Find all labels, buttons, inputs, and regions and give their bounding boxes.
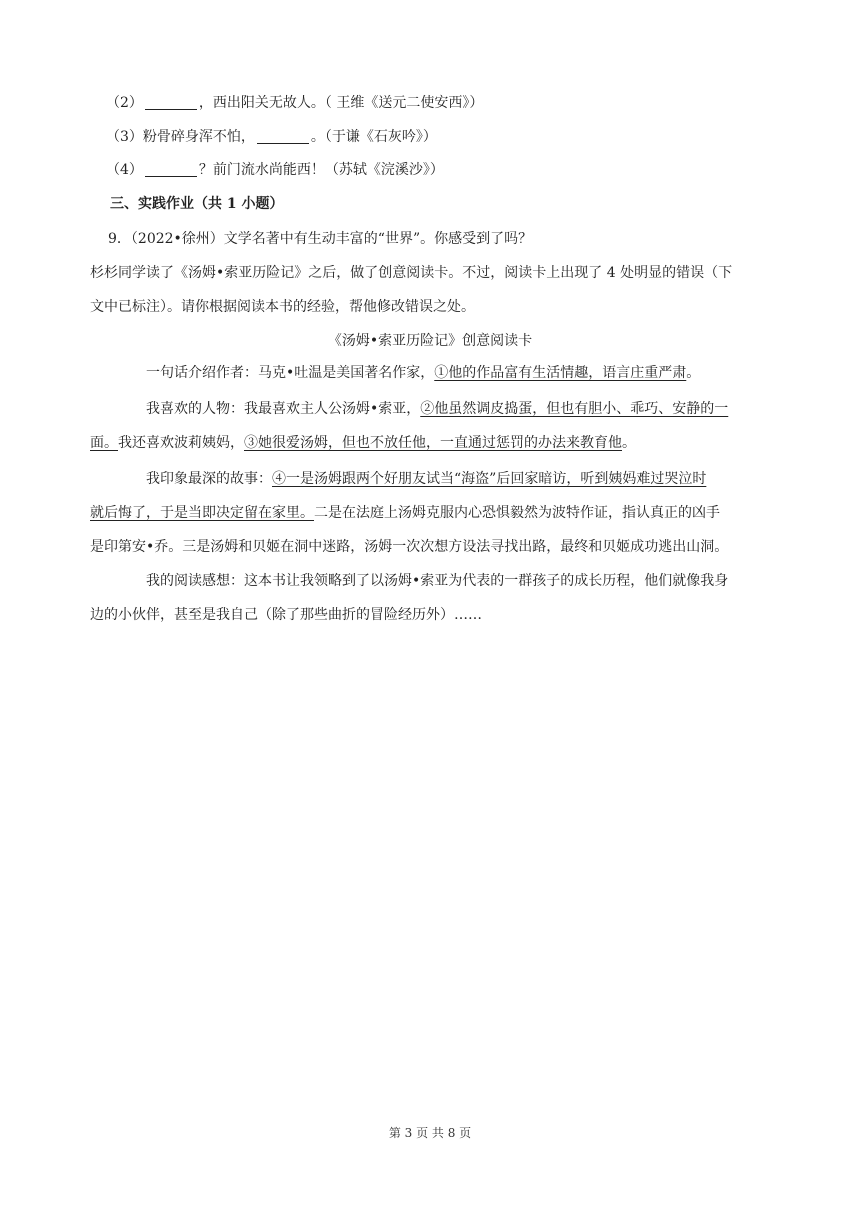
card-story-line: 就后悔了，于是当即决定留在家里。二是在法庭上汤姆克服内心恐惧毅然为波特作证，指认真正的凶手 <box>90 505 720 521</box>
error-mark-4: ④一是汤姆跟两个好朋友试当“海盗”后回家暗访，听到姨妈难过哭泣时 <box>272 471 707 487</box>
card-character-line: 面。我还喜欢波莉姨妈，③她很爱汤姆，但也不放任他，一直通过惩罚的办法来教育他。 <box>90 435 636 451</box>
card-feeling-line: 边的小伙伴，甚至是我自己（除了那些曲折的冒险经历外）…… <box>90 607 482 623</box>
card-character-line: 我喜欢的人物：我最喜欢主人公汤姆•索亚，②他虽然调皮捣蛋，但也有胆小、乖巧、安静的一 <box>146 401 729 417</box>
section-heading: 三、实践作业（共 1 小题） <box>110 196 284 212</box>
card-story-line: 是印第安•乔。三是汤姆和贝姬在洞中迷路，汤姆一次次想方设法寻找出路，最终和贝姬成功逃出山洞。 <box>90 539 729 555</box>
answer-blank[interactable] <box>145 162 197 177</box>
poem-line-3: （3）粉骨碎身浑不怕， 。（于谦《石灰吟》） <box>106 129 437 145</box>
poem-line-2: （2） ，西出阳关无故人。（ 王维《送元二使安西》） <box>106 95 484 111</box>
question-text: 杉杉同学读了《汤姆•索亚历险记》之后，做了创意阅读卡。不过，阅读卡上出现了 4 处明显的错误（下 <box>90 265 733 281</box>
card-feeling-line: 我的阅读感想：这本书让我领略到了以汤姆•索亚为代表的一群孩子的成长历程，他们就像我身 <box>146 573 729 589</box>
card-story-line: 我印象最深的故事：④一是汤姆跟两个好朋友试当“海盗”后回家暗访，听到姨妈难过哭泣时 <box>146 471 707 487</box>
error-mark-2-cont: 面。 <box>90 435 118 451</box>
question-stem: 9．（2022•徐州）文学名著中有生动丰富的“世界”。你感受到了吗？ <box>108 231 533 247</box>
error-mark-4-cont: 就后悔了，于是当即决定留在家里。 <box>90 505 314 521</box>
card-author-line: 一句话介绍作者：马克•吐温是美国著名作家，①他的作品富有生活情趣，语言庄重严肃。 <box>146 365 701 381</box>
error-mark-2: ②他虽然调皮捣蛋，但也有胆小、乖巧、安静的一 <box>420 401 729 417</box>
card-title: 《汤姆•索亚历险记》创意阅读卡 <box>327 333 533 349</box>
answer-blank[interactable] <box>257 129 309 144</box>
error-mark-3: ③她很爱汤姆，但也不放任他，一直通过惩罚的办法来教育他 <box>244 435 622 451</box>
answer-blank[interactable] <box>145 95 197 110</box>
question-text: 文中已标注）。请你根据阅读本书的经验，帮他修改错误之处。 <box>90 299 475 315</box>
poem-line-4: （4） ？前门流水尚能西！（苏轼《浣溪沙》） <box>106 162 444 178</box>
page-footer: 第 3 页 共 8 页 <box>388 1126 472 1140</box>
error-mark-1: ①他的作品富有生活情趣，语言庄重严肃 <box>434 365 687 381</box>
